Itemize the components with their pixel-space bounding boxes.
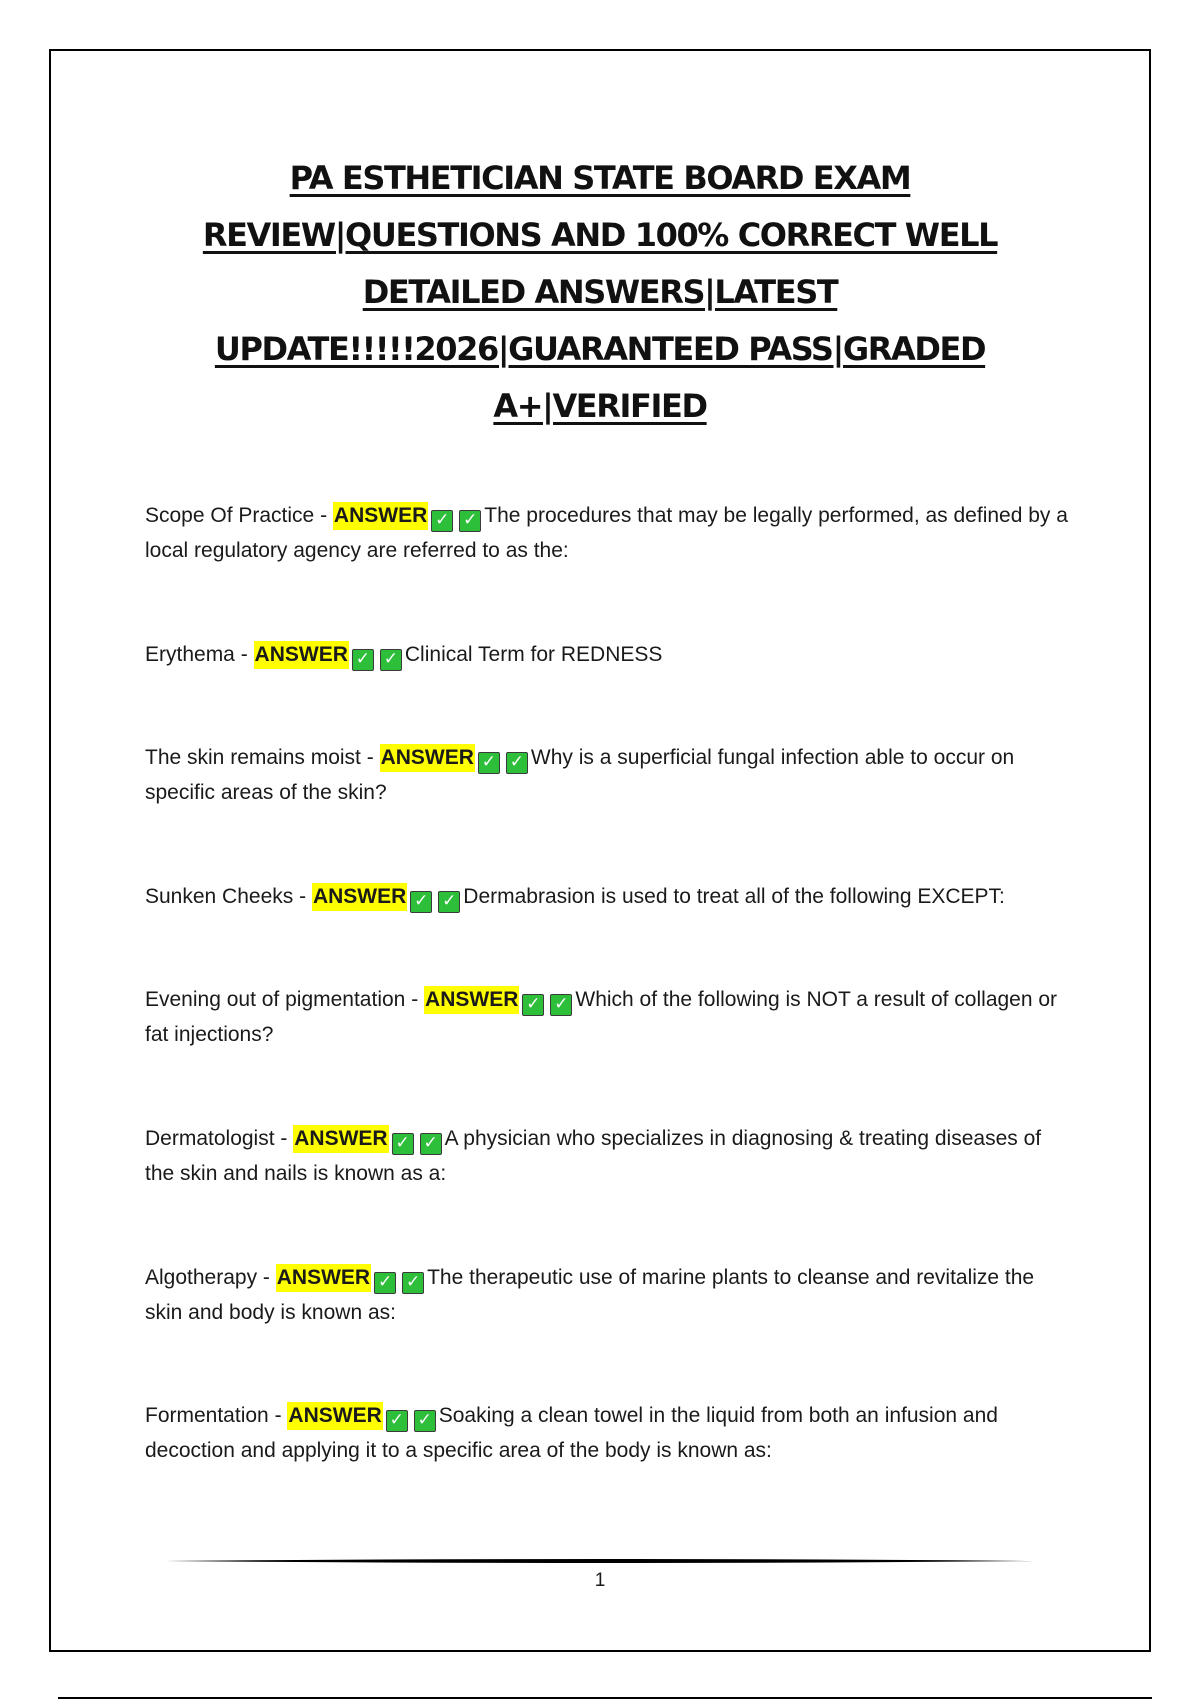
qa-term: Algotherapy xyxy=(145,1266,258,1289)
qa-question: Why is a superficial fungal infection able to occur on specific areas of the skin? xyxy=(145,746,1015,804)
qa-term: Sunken Cheeks xyxy=(145,885,294,908)
qa-term: Scope Of Practice xyxy=(145,504,315,527)
check-box-icon: ✓ xyxy=(392,1133,414,1155)
qa-separator: - xyxy=(360,746,380,769)
qa-item xyxy=(145,1121,1075,1191)
qa-question: A physician who specializes in diagnosing & treating diseases of the skin and nails is known as a: xyxy=(145,1127,1042,1185)
qa-separator: - xyxy=(268,1404,288,1427)
check-box-icon: ✓ xyxy=(459,510,481,532)
next-page-edge xyxy=(58,1697,1152,1699)
qa-item xyxy=(145,1260,1075,1330)
qa-item xyxy=(145,879,1075,914)
check-box-icon: ✓ xyxy=(478,752,500,774)
check-box-icon: ✓ xyxy=(506,752,528,774)
check-box-icon: ✓ xyxy=(431,510,453,532)
answer-highlight: ANSWER xyxy=(424,986,519,1014)
qa-term: Erythema xyxy=(145,643,235,666)
qa-separator: - xyxy=(293,885,312,908)
answer-highlight: ANSWER xyxy=(380,744,475,772)
qa-item xyxy=(145,498,1075,568)
check-box-icon: ✓ xyxy=(414,1410,436,1432)
qa-question: Which of the following is NOT a result of collagen or fat injections? xyxy=(145,988,1058,1046)
check-box-icon: ✓ xyxy=(410,891,432,913)
qa-term: Dermatologist xyxy=(145,1127,275,1150)
qa-term: The skin remains moist xyxy=(145,746,361,769)
qa-separator: - xyxy=(274,1127,294,1150)
footer-divider xyxy=(165,1556,1035,1566)
qa-separator: - xyxy=(314,504,333,527)
check-box-icon: ✓ xyxy=(352,649,374,671)
qa-item xyxy=(145,740,1075,810)
check-box-icon: ✓ xyxy=(420,1133,442,1155)
qa-separator: - xyxy=(234,643,254,666)
check-box-icon: ✓ xyxy=(386,1410,408,1432)
qa-separator: - xyxy=(257,1266,276,1289)
qa-question: The procedures that may be legally performed, as defined by a local regulatory agency are referred to as the: xyxy=(145,504,1068,562)
document-title: PA ESTHETICIAN STATE BOARD EXAM REVIEW|QUESTIONS AND 100% CORRECT WELL DETAILED ANSWERS|LATEST UPDATE!!!!!2026|GUARANTEED PASS|GRADED A+|VERIFIED xyxy=(202,159,998,425)
check-box-icon: ✓ xyxy=(380,649,402,671)
qa-item xyxy=(145,982,1075,1052)
answer-highlight: ANSWER xyxy=(287,1402,382,1430)
answer-highlight: ANSWER xyxy=(276,1264,371,1292)
qa-question: The therapeutic use of marine plants to cleanse and revitalize the skin and body is known as: xyxy=(145,1266,1035,1324)
answer-highlight: ANSWER xyxy=(333,502,428,530)
qa-term: Evening out of pigmentation xyxy=(145,988,406,1011)
answer-highlight: ANSWER xyxy=(293,1125,388,1153)
check-box-icon: ✓ xyxy=(550,994,572,1016)
check-box-icon: ✓ xyxy=(522,994,544,1016)
answer-highlight: ANSWER xyxy=(254,641,349,669)
check-box-icon: ✓ xyxy=(402,1272,424,1294)
page-number: 1 xyxy=(594,1570,606,1591)
check-box-icon: ✓ xyxy=(374,1272,396,1294)
qa-question: Dermabrasion is used to treat all of the following EXCEPT: xyxy=(463,885,1005,908)
qa-question: Clinical Term for REDNESS xyxy=(404,643,663,666)
qa-item xyxy=(145,1398,1075,1468)
qa-question: Soaking a clean towel in the liquid from both an infusion and decoction and applying it to a specific area of the body is known as: xyxy=(145,1404,998,1462)
qa-separator: - xyxy=(405,988,425,1011)
qa-term: Formentation xyxy=(145,1404,269,1427)
qa-item xyxy=(145,637,1075,672)
check-box-icon: ✓ xyxy=(438,891,460,913)
answer-highlight: ANSWER xyxy=(312,883,407,911)
